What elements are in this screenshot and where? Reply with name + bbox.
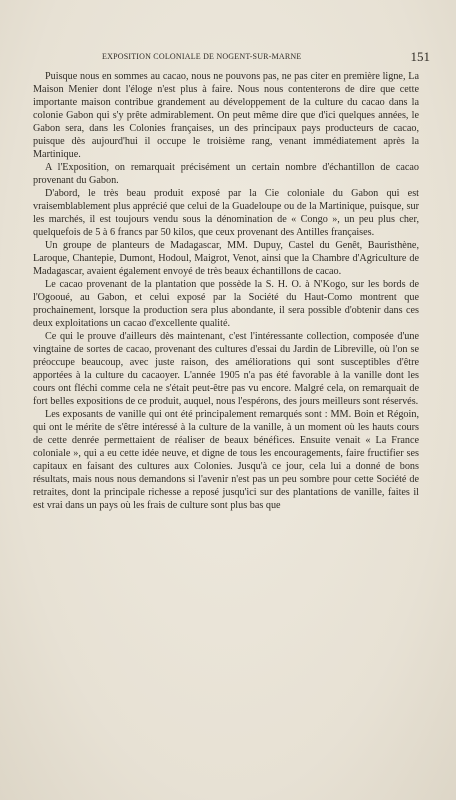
paragraph-madagascar: Un groupe de planteurs de Madagascar, MM. Dupuy, Castel du Genêt, Bauristhène, Laroque, Chantepie, Dumont, Hodoul, Maigrot, Venot, ainsi que la Chambre d'Agriculture de Madagascar, avaient également envoyé de très beaux échantillons de cacao.: [33, 240, 419, 277]
paragraph-vanille: Les exposants de vanille qui ont été principalement remarqués sont : MM. Boin et Régoin, qui ont le mérite de s'être intéressé à la culture de la vanille, à un moment où les hauts cours de cette denrée permettaient de réaliser de beaux bénéfices. Ensuite venait « La France coloniale », qui a eu cette idée neuve, et digne de tous les encouragements, faire fructifier ses capitaux en faisant des cultures aux Colonies. Jusqu'à ce jour, cela lui a donné de bons résultats, mais nous nous demandons si l'avenir n'est pas un peu sombre pour cette Société de retraites, dont la principale richesse a reposé jusqu'ici sur des plantations de vanille, faites il est vrai dans un pays où les frais de culture sont plus bas que: [33, 409, 419, 511]
page-number: 151: [410, 49, 430, 64]
page-header: [30, 50, 430, 64]
body-text: [33, 70, 419, 512]
paragraph-libreville: Ce qui le prouve d'ailleurs dès maintenant, c'est l'intéressante collection, composée d'une vingtaine de sortes de cacao, provenant des cultures d'essai du Jardin de Libreville, où l'on se préoccupe beaucoup, avec juste raison, des améliorations qui sont susceptibles d'être apportées à la culture du cacaoyer. L'année 1905 n'a pas été favorable à la vanille dont les cours ont fléchi comme cela ne s'était peut-être pas vu encore. Malgré cela, on remarquait de fort belles expositions de ce produit, auquel, nous l'espérons, des jours meilleurs sont réservés.: [33, 331, 419, 407]
paragraph-exposition-gabon: A l'Exposition, on remarquait précisément un certain nombre d'échantillon de cacao provenant du Gabon.: [33, 162, 419, 186]
paragraph-nkogo: Le cacao provenant de la plantation que possède la S. H. O. à N'Kogo, sur les bords de l'Ogooué, au Gabon, et celui exposé par la Société du Haut-Como montrent que prochainement, lorsque la production sera plus abondante, il sera possible d'obtenir dans ces deux exploitations un cacao d'excellente qualité.: [33, 279, 419, 329]
paragraph-menier: Puisque nous en sommes au cacao, nous ne pouvons pas, ne pas citer en première ligne, La Maison Menier dont l'éloge n'est plus à faire. Nous nous contenterons de dire que cette importante maison contribue grandement au développement de la culture du cacao dans la colonie Gabon qui s'y prête admirablement. On peut même dire que d'ici quelques années, le Gabon sera, dans les Colonies françaises, un des principaux pays producteurs de cacao, puisque dès aujourd'hui il occupe le troisième rang, venant immédiatement après la Martinique.: [33, 71, 419, 160]
paragraph-compagnie-gabon: D'abord, le très beau produit exposé par la Cie coloniale du Gabon qui est vraisemblablement plus apprécié que celui de la Guadeloupe ou de la Martinique, puisque, sur les marchés, il est toujours vendu sous la dénomination de « Congo », un peu plus cher, quelquefois de 5 à 6 francs par 50 kilos, que ceux provenant des Antilles françaises.: [33, 188, 419, 238]
running-head: EXPOSITION COLONIALE DE NOGENT-SUR-MARNE: [102, 52, 302, 61]
